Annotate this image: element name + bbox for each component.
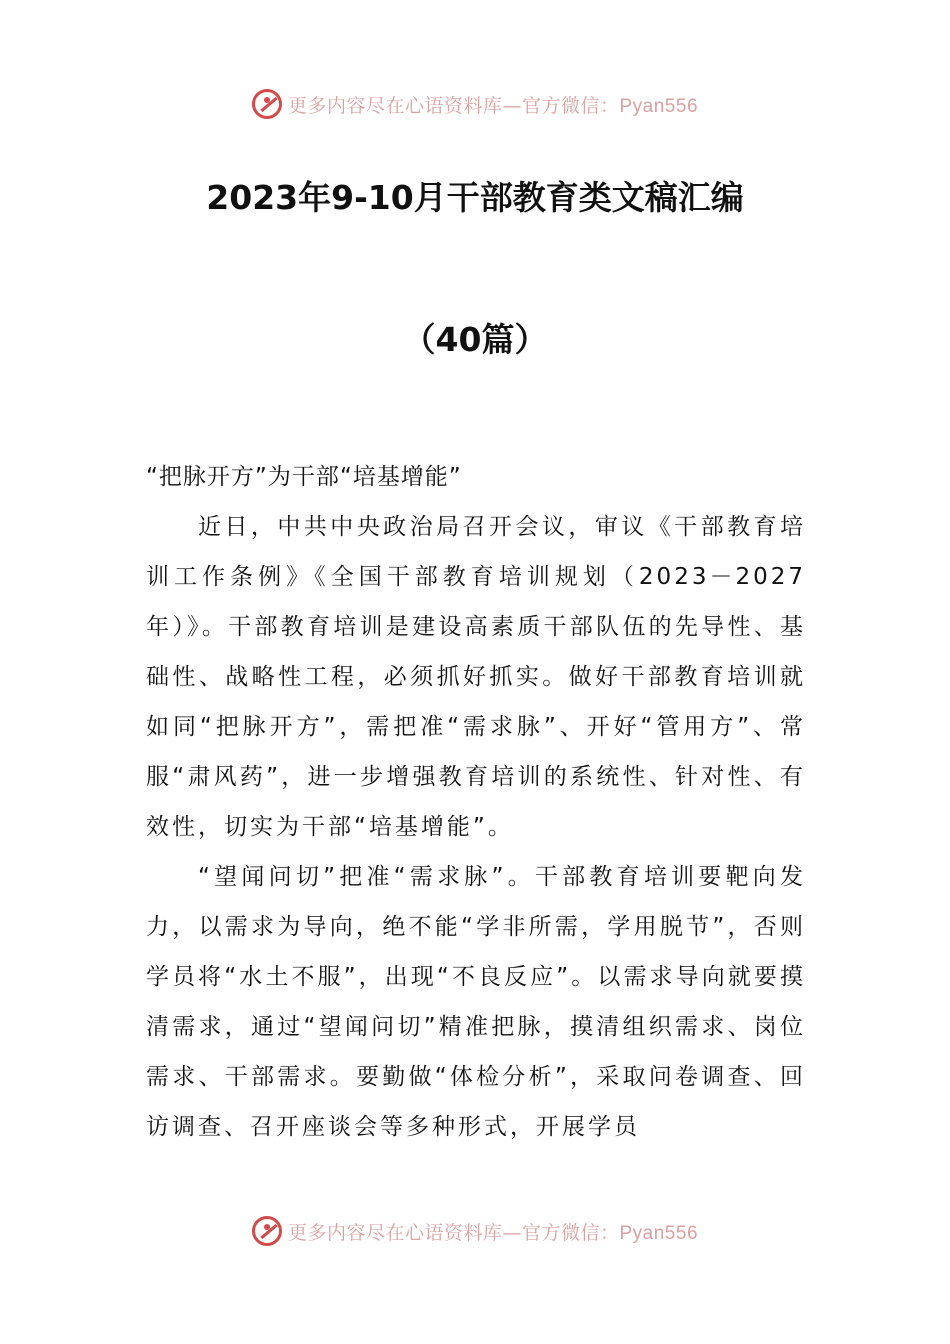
pen-logo-icon bbox=[252, 1216, 282, 1246]
watermark-text bbox=[288, 1218, 698, 1245]
watermark-label: 更多内容尽在心语资料库—官方微信： bbox=[287, 94, 620, 117]
wechat-id: Pyan556 bbox=[619, 1222, 699, 1244]
document-subtitle: （40篇） bbox=[402, 320, 548, 359]
pen-logo-icon bbox=[252, 89, 282, 119]
watermark-text bbox=[288, 91, 698, 118]
article-paragraph-1: 近日，中共中央政治局召开会议，审议《干部教育培训工作条例》《全国干部教育培训规划（2023－2027年）》。干部教育培训是建设高素质干部队伍的先导性、基础性、战略性工程，必须抓好抓实。做好干部教育培训就如同“把脉开方”，需把准“需求脉”、开好“管用方”、常服“肃风药”，进一步增强教育培训的系统性、针对性、有效性，切实为干部“培基增能”。 bbox=[146, 514, 806, 840]
wechat-id: Pyan556 bbox=[619, 95, 699, 117]
article-heading: “把脉开方”为干部“培基增能” bbox=[146, 464, 462, 490]
article-body bbox=[146, 452, 806, 1152]
article-paragraph-2: “望闻问切”把准“需求脉”。干部教育培训要靶向发力，以需求为导向，绝不能“学非所需，学用脱节”，否则学员将“水土不服”，出现“不良反应”。以需求导向就要摸清需求，通过“望闻问切”精准把脉，摸清组织需求、岗位需求、干部需求。要勤做“体检分析”，采取问卷调查、回访调查、召开座谈会等多种形式，开展学员 bbox=[146, 864, 806, 1140]
footer-watermark-banner bbox=[0, 1211, 950, 1251]
header-watermark-banner bbox=[0, 84, 950, 124]
document-title: 2023年9-10月干部教育类文稿汇编 bbox=[206, 178, 744, 217]
watermark-label: 更多内容尽在心语资料库—官方微信： bbox=[287, 1221, 620, 1244]
